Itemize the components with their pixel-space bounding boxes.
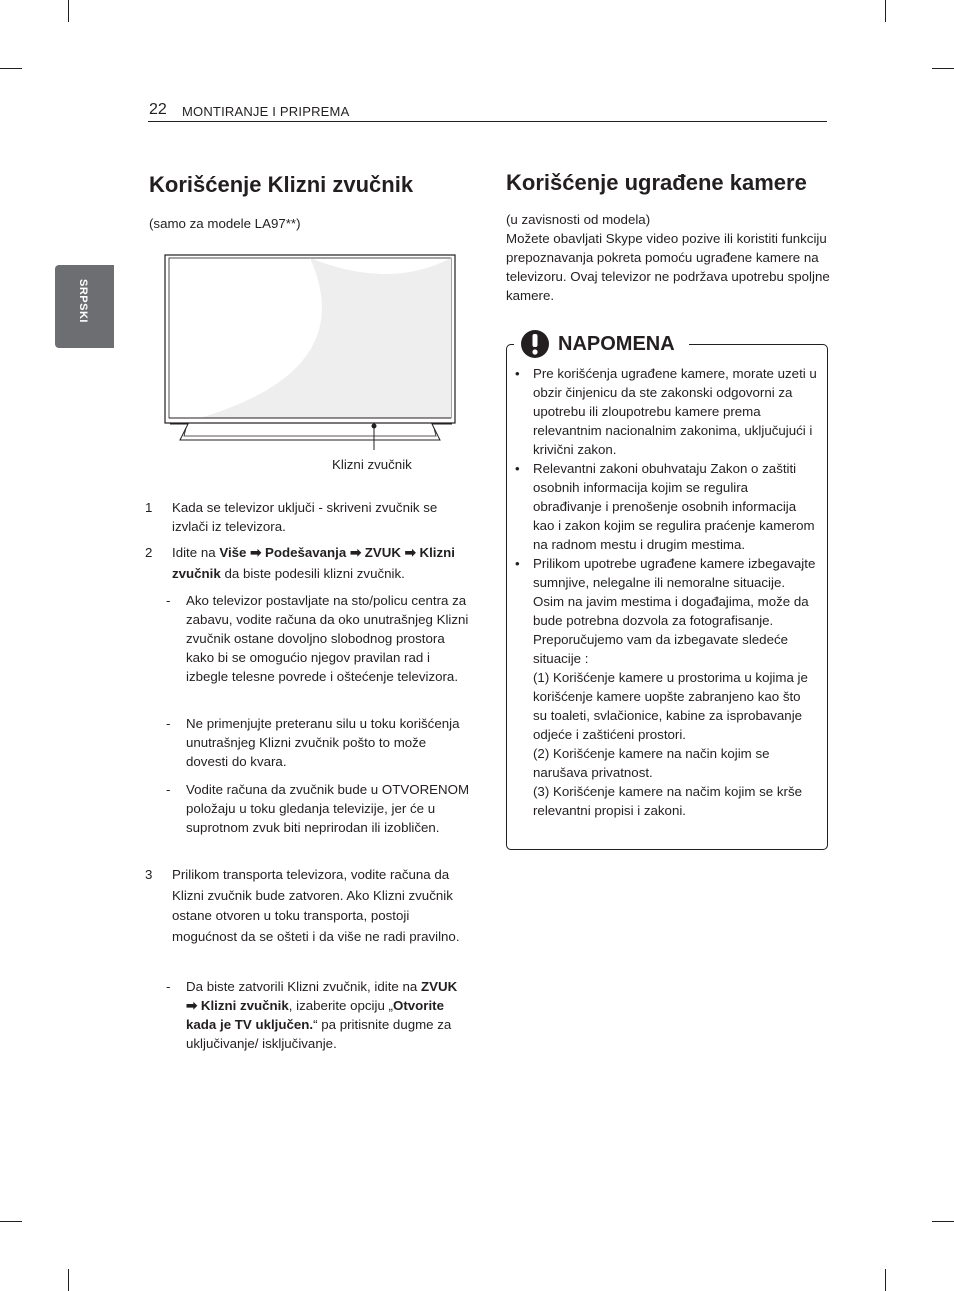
language-tab bbox=[55, 265, 114, 348]
exclamation-icon bbox=[520, 329, 550, 359]
situation-item: (1) Korišćenje kamere u prostorima u kojima je korišćenje kamere uopšte zabranjeno kao što su toaleti, svlačionice, kabine za isprobavanje odjeće i zaštićeni prostori. bbox=[533, 670, 808, 742]
note-item: • Pre korišćenja ugrađene kamere, morate uzeti u obzir činjenicu da ste zakonski odgovorni za upotrebu ili zloupotrebu kamere prema relevantnim nacionalnim zakonima, uključujući i krivični zakon. bbox=[515, 366, 817, 457]
step-text: Kada se televizor uključi - skriveni zvučnik se izvlači iz televizora. bbox=[172, 500, 438, 534]
crop-mark bbox=[0, 1221, 22, 1222]
note-title: NAPOMENA bbox=[558, 333, 675, 355]
menu-path: Više ➡ Podešavanja ➡ ZVUK ➡ Klizni zvučnik bbox=[172, 545, 455, 581]
note-item: • Relevantni zakoni obuhvataju Zakon o zaštiti osobnih informacija kojim se regulira obrađivanje i prenošenje osobnih informacija kao i zakon kojim se regulira praćenje kamerom na radnom mestu i drugim mestima. bbox=[515, 461, 815, 552]
note-item: • Prilikom upotrebe ugrađene kamere izbegavajte sumnjive, nelegalne ili nemoralne situacije. Osim na javim mestima i događajima, može da bude potrebna dozvola za fotografisanje. Preporučujemo vam da izbegavate sledeće situacije : (1) Korišćenje kamere u prostorima u kojima je korišćenje kamere uopšte zabranjeno kao što su toaleti, svlačionice, kabine za isprobavanje odjeće i zaštićeni prostori. (2) Korišćenje kamere na način kojim se narušava privatnost. (3) Korišćenje kamere na načim kojim se krše relevantni propisi i zakoni. bbox=[513, 554, 818, 820]
crop-mark bbox=[932, 1221, 954, 1222]
step-number: 3 bbox=[145, 867, 153, 882]
crop-mark bbox=[68, 1269, 69, 1291]
crop-mark bbox=[68, 0, 69, 22]
model-note: (samo za modele LA97**) bbox=[149, 216, 301, 231]
section-heading-camera: Korišćenje ugrađene kamere bbox=[506, 170, 807, 195]
language-tab-label: SRPSKI bbox=[77, 279, 89, 323]
crop-mark bbox=[885, 1269, 886, 1291]
camera-intro bbox=[506, 210, 836, 305]
situation-item: (2) Korišćenje kamere na način kojim se narušava privatnost. bbox=[533, 746, 770, 780]
header-rule bbox=[148, 121, 827, 122]
situation-item: (3) Korišćenje kamere na načim kojim se krše relevantni propisi i zakoni. bbox=[533, 784, 802, 818]
tv-illustration bbox=[160, 250, 460, 450]
camera-model-note: (u zavisnosti od modela) bbox=[506, 212, 651, 227]
crop-mark bbox=[932, 68, 954, 69]
section-title: MONTIRANJE I PRIPREMA bbox=[182, 104, 350, 119]
camera-description: Možete obavljati Skype video pozive ili koristiti funkciju prepoznavanja pokreta pomoću ugrađene kamere na televizoru. Ovaj televizor ne podržava upotrebu spoljne kamere. bbox=[506, 231, 830, 303]
section-heading-speaker: Korišćenje Klizni zvučnik bbox=[149, 172, 414, 197]
page-number: 22 bbox=[149, 101, 167, 118]
step-text: Idite na Više ➡ Podešavanja ➡ ZVUK ➡ Klizni zvučnik da biste podesili klizni zvučnik. bbox=[172, 545, 455, 581]
note-header bbox=[514, 327, 689, 361]
note-list bbox=[513, 364, 818, 820]
step-text: Prilikom transporta televizora, vodite računa da Klizni zvučnik bude zatvoren. Ako Klizni zvučnik ostane otvoren u toku transporta, postoji mogućnost da se ošteti i da više ne radi pravilno. bbox=[172, 867, 460, 944]
crop-mark bbox=[885, 0, 886, 22]
crop-mark bbox=[0, 68, 22, 69]
step-number: 1 bbox=[145, 500, 153, 515]
figure-caption: Klizni zvučnik bbox=[332, 457, 412, 472]
step-number: 2 bbox=[145, 545, 153, 560]
